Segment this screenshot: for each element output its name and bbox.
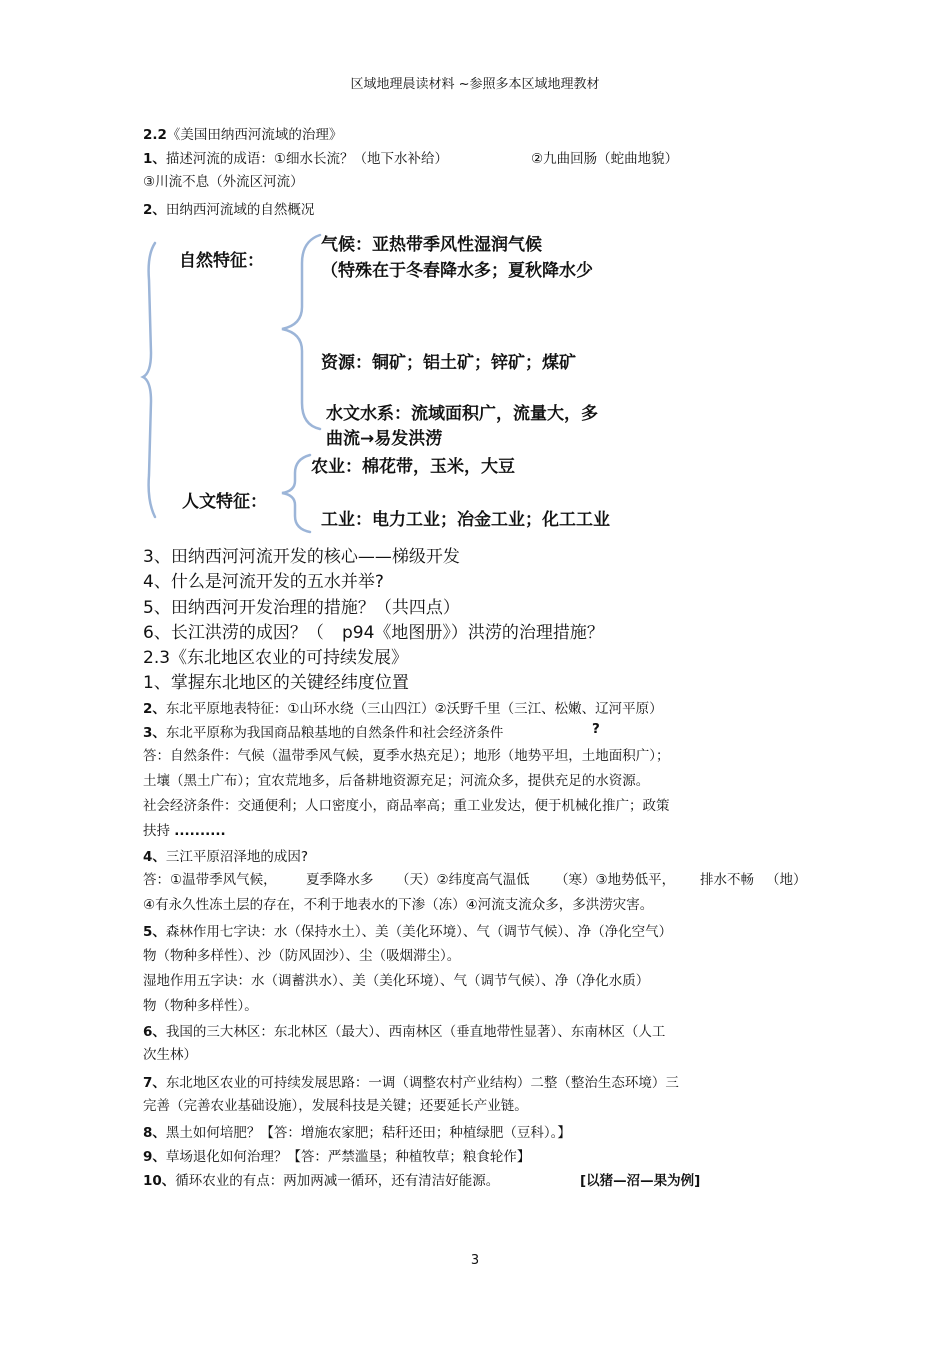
item-number: 1、 [143, 151, 166, 167]
item-6 [143, 1020, 665, 1040]
answer-3-line-1: 答：自然条件：气候（温带季风气候，夏季水热充足）；地形（地势平坦，土地面积广）； [143, 748, 670, 764]
answer-4-line-2: ④有永久性冻土层的存在，不利于地表水的下渗（冻）④河流支流众多，多洪涝灾害。 [143, 897, 654, 913]
human-features-label: 人文特征： [182, 492, 267, 512]
item-3 [143, 721, 503, 741]
item-10-text: 循环农业的有点：两加两减一循环，还有清洁好能源。 [175, 1173, 500, 1189]
section-2-3-title: 2.3《东北地区农业的可持续发展》 [143, 648, 409, 668]
large-line-4: 4、什么是河流开发的五水并举? [143, 572, 384, 592]
section-2-2-title [143, 123, 342, 143]
item-2 [143, 697, 663, 717]
item-number: 5、 [143, 924, 166, 940]
section-title-text: 《美国田纳西河流域的治理》 [166, 127, 343, 143]
climate-line-2: （特殊在于冬春降水多；夏秋降水少 [321, 261, 593, 281]
item-5-text: 森林作用七字诀：水（保持水土）、美（美化环境）、气（调节气候）、净（净化空气） [165, 924, 673, 940]
item-5-line-3: 湿地作用五字诀：水（调蓄洪水）、美（美化环境）、气（调节气候）、净（净化水质） [143, 973, 650, 989]
industry-line: 工业：电力工业；冶金工业；化工工业 [321, 510, 610, 530]
page-header: 区域地理晨读材料 ~参照多本区域地理教材 [350, 77, 600, 92]
item-number: 8、 [143, 1125, 166, 1141]
large-line-6a: 6、长江洪涝的成因？（ [143, 623, 324, 643]
item-10-example: [以猪—沼—果为例] [580, 1173, 701, 1189]
item-10 [143, 1169, 499, 1189]
q1-line [143, 147, 448, 167]
item-7-line-2: 完善（完善农业基础设施），发展科技是关键；还要延长产业链。 [143, 1098, 528, 1114]
item-3-question-mark: ? [592, 721, 600, 737]
outer-brace [143, 243, 155, 517]
page-number: 3 [470, 1253, 480, 1268]
large-line-5: 5、田纳西河开发治理的措施？（共四点） [143, 598, 460, 618]
answer-4d: （寒）③地势低平， [555, 872, 676, 888]
q2-text: 田纳西河流域的自然概况 [165, 202, 315, 218]
answer-3-line-3: 社会经济条件：交通便利；人口密度小，商品率高；重工业发达，便于机械化推广；政策 [143, 798, 670, 814]
answer-4e: 排水不畅 [700, 872, 754, 888]
large-line-6b: p94《地图册》）洪涝的治理措施？ [342, 623, 604, 643]
answer-4f: （地） [766, 872, 807, 888]
q1-text-a: 描述河流的成语：①细水长流？（地下水补给） [165, 151, 449, 167]
item-8 [143, 1121, 571, 1141]
item-5-line-4: 物（物种多样性）。 [143, 998, 258, 1014]
human-brace [282, 455, 310, 532]
item-4 [143, 845, 308, 865]
natural-features-label: 自然特征： [179, 251, 264, 271]
item-number: 2、 [143, 701, 166, 717]
answer-4b: 夏季降水多 [306, 872, 374, 888]
q2-line [143, 198, 314, 218]
hydrology-line-2: 曲流→易发洪涝 [326, 429, 443, 449]
item-number: 10、 [143, 1173, 176, 1189]
item-number: 9、 [143, 1149, 166, 1165]
item-6-text: 我国的三大林区：东北林区（最大）、西南林区（垂直地带性显著）、东南林区（人工 [165, 1024, 666, 1040]
section-number: 2.2 [143, 127, 167, 143]
item-9 [143, 1145, 530, 1165]
item-8-text: 黑土如何培肥？【答：增施农家肥；秸秆还田；种植绿肥（豆科）。】 [165, 1125, 571, 1141]
item-7 [143, 1071, 679, 1091]
item-5-line-2: 物（物种多样性）、沙（防风固沙）、尘（吸烟滞尘）。 [143, 948, 461, 964]
q1-text-c: ③川流不息（外流区河流） [143, 174, 304, 190]
climate-line-1: 气候：亚热带季风性湿润气候 [321, 235, 542, 255]
q1-text-b: ②九曲回肠（蛇曲地貌） [531, 151, 679, 167]
ellipsis: .......... [174, 823, 226, 839]
item-9-text: 草场退化如何治理？【答：严禁滥垦；种植牧草；粮食轮作】 [165, 1149, 531, 1165]
natural-brace [282, 235, 320, 429]
answer-3-line-4 [143, 819, 226, 839]
item-7-text: 东北地区农业的可持续发展思路：一调（调整农村产业结构）二整（整治生态环境）三 [165, 1075, 679, 1091]
answer-3-line-2: 土壤（黑土广布）；宜农荒地多，后备耕地资源充足；河流众多，提供充足的水资源。 [143, 773, 650, 789]
item-number: 2、 [143, 202, 166, 218]
item-number: 6、 [143, 1024, 166, 1040]
answer-4c: （天）②纬度高气温低 [396, 872, 530, 888]
item-6-line-2: 次生林） [143, 1047, 197, 1063]
large-line-3: 3、田纳西河河流开发的核心——梯级开发 [143, 547, 460, 567]
answer-3-line-4-text: 扶持 [143, 823, 170, 839]
item-4-text: 三江平原沼泽地的成因? [165, 849, 309, 865]
item-2-text: 东北平原地表特征：①山环水绕（三山四江）②沃野千里（三江、松嫩、辽河平原） [165, 701, 663, 717]
item-3-text: 东北平原称为我国商品粮基地的自然条件和社会经济条件 [165, 725, 504, 741]
resources-line: 资源：铜矿；铝土矿；锌矿；煤矿 [321, 353, 576, 373]
item-5 [143, 920, 672, 940]
answer-4a: 答：①温带季风气候， [143, 872, 277, 888]
item-number: 7、 [143, 1075, 166, 1091]
item-number: 4、 [143, 849, 166, 865]
hydrology-line-1: 水文水系：流域面积广，流量大，多 [326, 404, 598, 424]
large-line-1: 1、掌握东北地区的关键经纬度位置 [143, 673, 409, 693]
item-number: 3、 [143, 725, 166, 741]
agriculture-line: 农业：棉花带，玉米，大豆 [311, 457, 515, 477]
